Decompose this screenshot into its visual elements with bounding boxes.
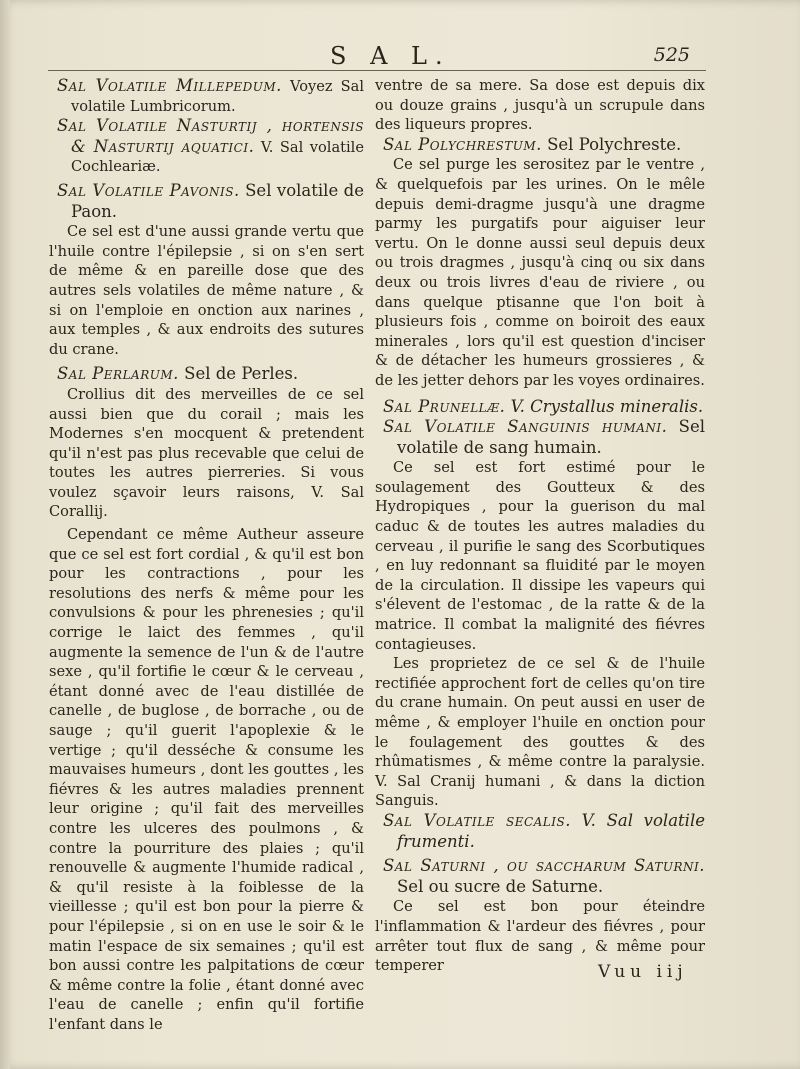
entry-text: Cependant ce même Autheur asseure que ce sel est fort cordial , & qu'il est bon pour les contractions , pour les resolutions des nerfs & même pour les convulsions & pour les phrenesies ; qu'il corrige le laict des femmes , qu'il augmente la semence de l'un & de l'autre sexe , qu'il fortifie le cœur & le cerveau , étant donné avec de l'eau distillée de canelle , de buglose , de borrache , ou de sauge ; qu'il guerit l'apoplexie & le vertige ; qu'il desséche & consume les mauvaises humeurs , dont les gouttes , les fiévres & les autres maladies prennent leur origine ; qu'il fait des merveilles contre les ulceres des poulmons , & contre la pourriture des plaies ; qu'il renouvelle & augmente l'humide radical , & qu'il resiste à la foiblesse de la vieillesse ; qu'il est bon pour la pierre & pour l'épilepsie , si on en use le soir & le matin l'espace de six semaines ; qu'il est bon aussi contre les palpitations de cœur & même contre la folie , étant donné avec l'eau de canelle ; enfin qu'il fortifie l'enfant dans le xyxy=(49,526,364,1033)
entry-heading xyxy=(49,76,364,116)
entry-gloss: Sel Polychreste. xyxy=(541,134,682,154)
entry-text: Ce sel est d'une aussi grande vertu que l'huile contre l'épilepsie , si on s'en sert de même & en pareille dose que des autres sels volatiles de même nature , & si on l'emploie en onction aux narines , aux temples , & aux endroits des sutures du crane. xyxy=(49,223,364,358)
entry-text: Crollius dit des merveilles de ce sel aussi bien que du corail ; mais les Modernes s'en mocquent & pretendent qu'il n'est pas plus recevable que celui de toutes les autres pierreries. Si vous voulez sçavoir leurs raisons, V. Sal Corallij. xyxy=(49,385,364,521)
entry-text: Ce sel purge les serositez par le ventre , & quelquefois par les urines. On le mêle depuis demi-dragme jusqu'à une dragme parmy les purgatifs pour aiguiser leur vertu. On le donne aussi seul depuis deux ou trois dragmes , jusqu'à cinq ou six dans deux ou trois livres d'eau de riviere , ou dans quelque ptisanne que l'on boit à plusieurs fois , comme on boiroit des eaux minerales , lors qu'il est question d'inciser & de détacher les humeurs grossieres , & de les jetter dehors par les voyes ordinaires. xyxy=(375,156,705,389)
entry-heading xyxy=(375,417,705,458)
left-column xyxy=(49,76,364,1035)
entry-term: Sal Prunellæ. xyxy=(383,396,506,416)
page-edge xyxy=(0,0,10,1069)
signature-mark: Vuu iij xyxy=(598,962,688,982)
entry-heading xyxy=(375,811,705,852)
entry-gloss: Sel ou sucre de Saturne. xyxy=(397,876,604,896)
entry-heading xyxy=(49,116,364,177)
right-column xyxy=(375,76,705,976)
entry-gloss: Sel volatile de Paon. xyxy=(71,180,364,221)
entry-text: Les proprietez de ce sel & de l'huile rectifiée approchent fort de celles qu'on tire du crane humain. On peut aussi en user de même , & employer l'huile en onction pour le foulagement des gouttes & des rhûmatismes , & même contre la paralysie. V. Sal Cranij humani , & dans la diction Sanguis. xyxy=(375,655,705,810)
entry-gloss: V. Crystallus mineralis. xyxy=(505,396,704,416)
entry-gloss: V. Sal volatile frumenti. xyxy=(397,810,705,851)
entry-heading xyxy=(375,856,705,897)
entry-term: Sal Volatile Sanguinis humani. xyxy=(383,417,668,437)
entry-gloss: Sel de Perles. xyxy=(178,364,299,384)
entry-text: Ce sel est fort estimé pour le soulagement des Goutteux & des Hydropiques , pour la guerison du mal caduc & de toutes les autres maladies du cerveau , il purifie le sang des Scorbutiques , en luy redonnant sa fluidité par le moyen de la circulation. Il dissipe les vapeurs qui s'élevent de l'estomac , de la ratte & de la matrice. Il combat la malignité des fiévres contagieuses. xyxy=(375,459,705,653)
entry-term: Sal Saturni , ou saccharum Saturni. xyxy=(383,856,705,876)
running-head: S A L. xyxy=(330,42,451,70)
entry-heading xyxy=(375,397,705,418)
entry-gloss: Sel volatile de sang humain. xyxy=(397,417,706,457)
entry-text: Ce sel est bon pour éteindre l'inflammation & l'ardeur des fiévres , pour arrêter tout flux de sang , & même pour temperer xyxy=(375,898,705,975)
entry-term: Sal Polychrestum. xyxy=(383,134,542,154)
entry-gloss: V. Sal volatile Cochleariæ. xyxy=(71,138,364,176)
entry-term: Sal Volatile secalis. xyxy=(383,810,571,830)
page-header xyxy=(0,40,800,72)
entry-heading xyxy=(49,364,364,385)
entry-term: Sal Volatile Nasturtij , hortensis & Nasturtij aquatici. xyxy=(57,116,364,156)
entry-heading xyxy=(375,135,705,156)
entry-heading xyxy=(49,181,364,222)
entry-term: Sal Volatile Pavonis. xyxy=(57,180,240,200)
entry-term: Sal Perlarum. xyxy=(57,364,179,384)
entry-text: ventre de sa mere. Sa dose est depuis dix ou douze grains , jusqu'à un scrupule dans des liqueurs propres. xyxy=(375,77,705,134)
entry-gloss: Voyez Sal volatile Lumbricorum. xyxy=(71,78,364,115)
page-number: 525 xyxy=(653,44,690,66)
header-rule xyxy=(48,70,706,71)
entry-term: Sal Volatile Millepedum. xyxy=(57,76,282,95)
